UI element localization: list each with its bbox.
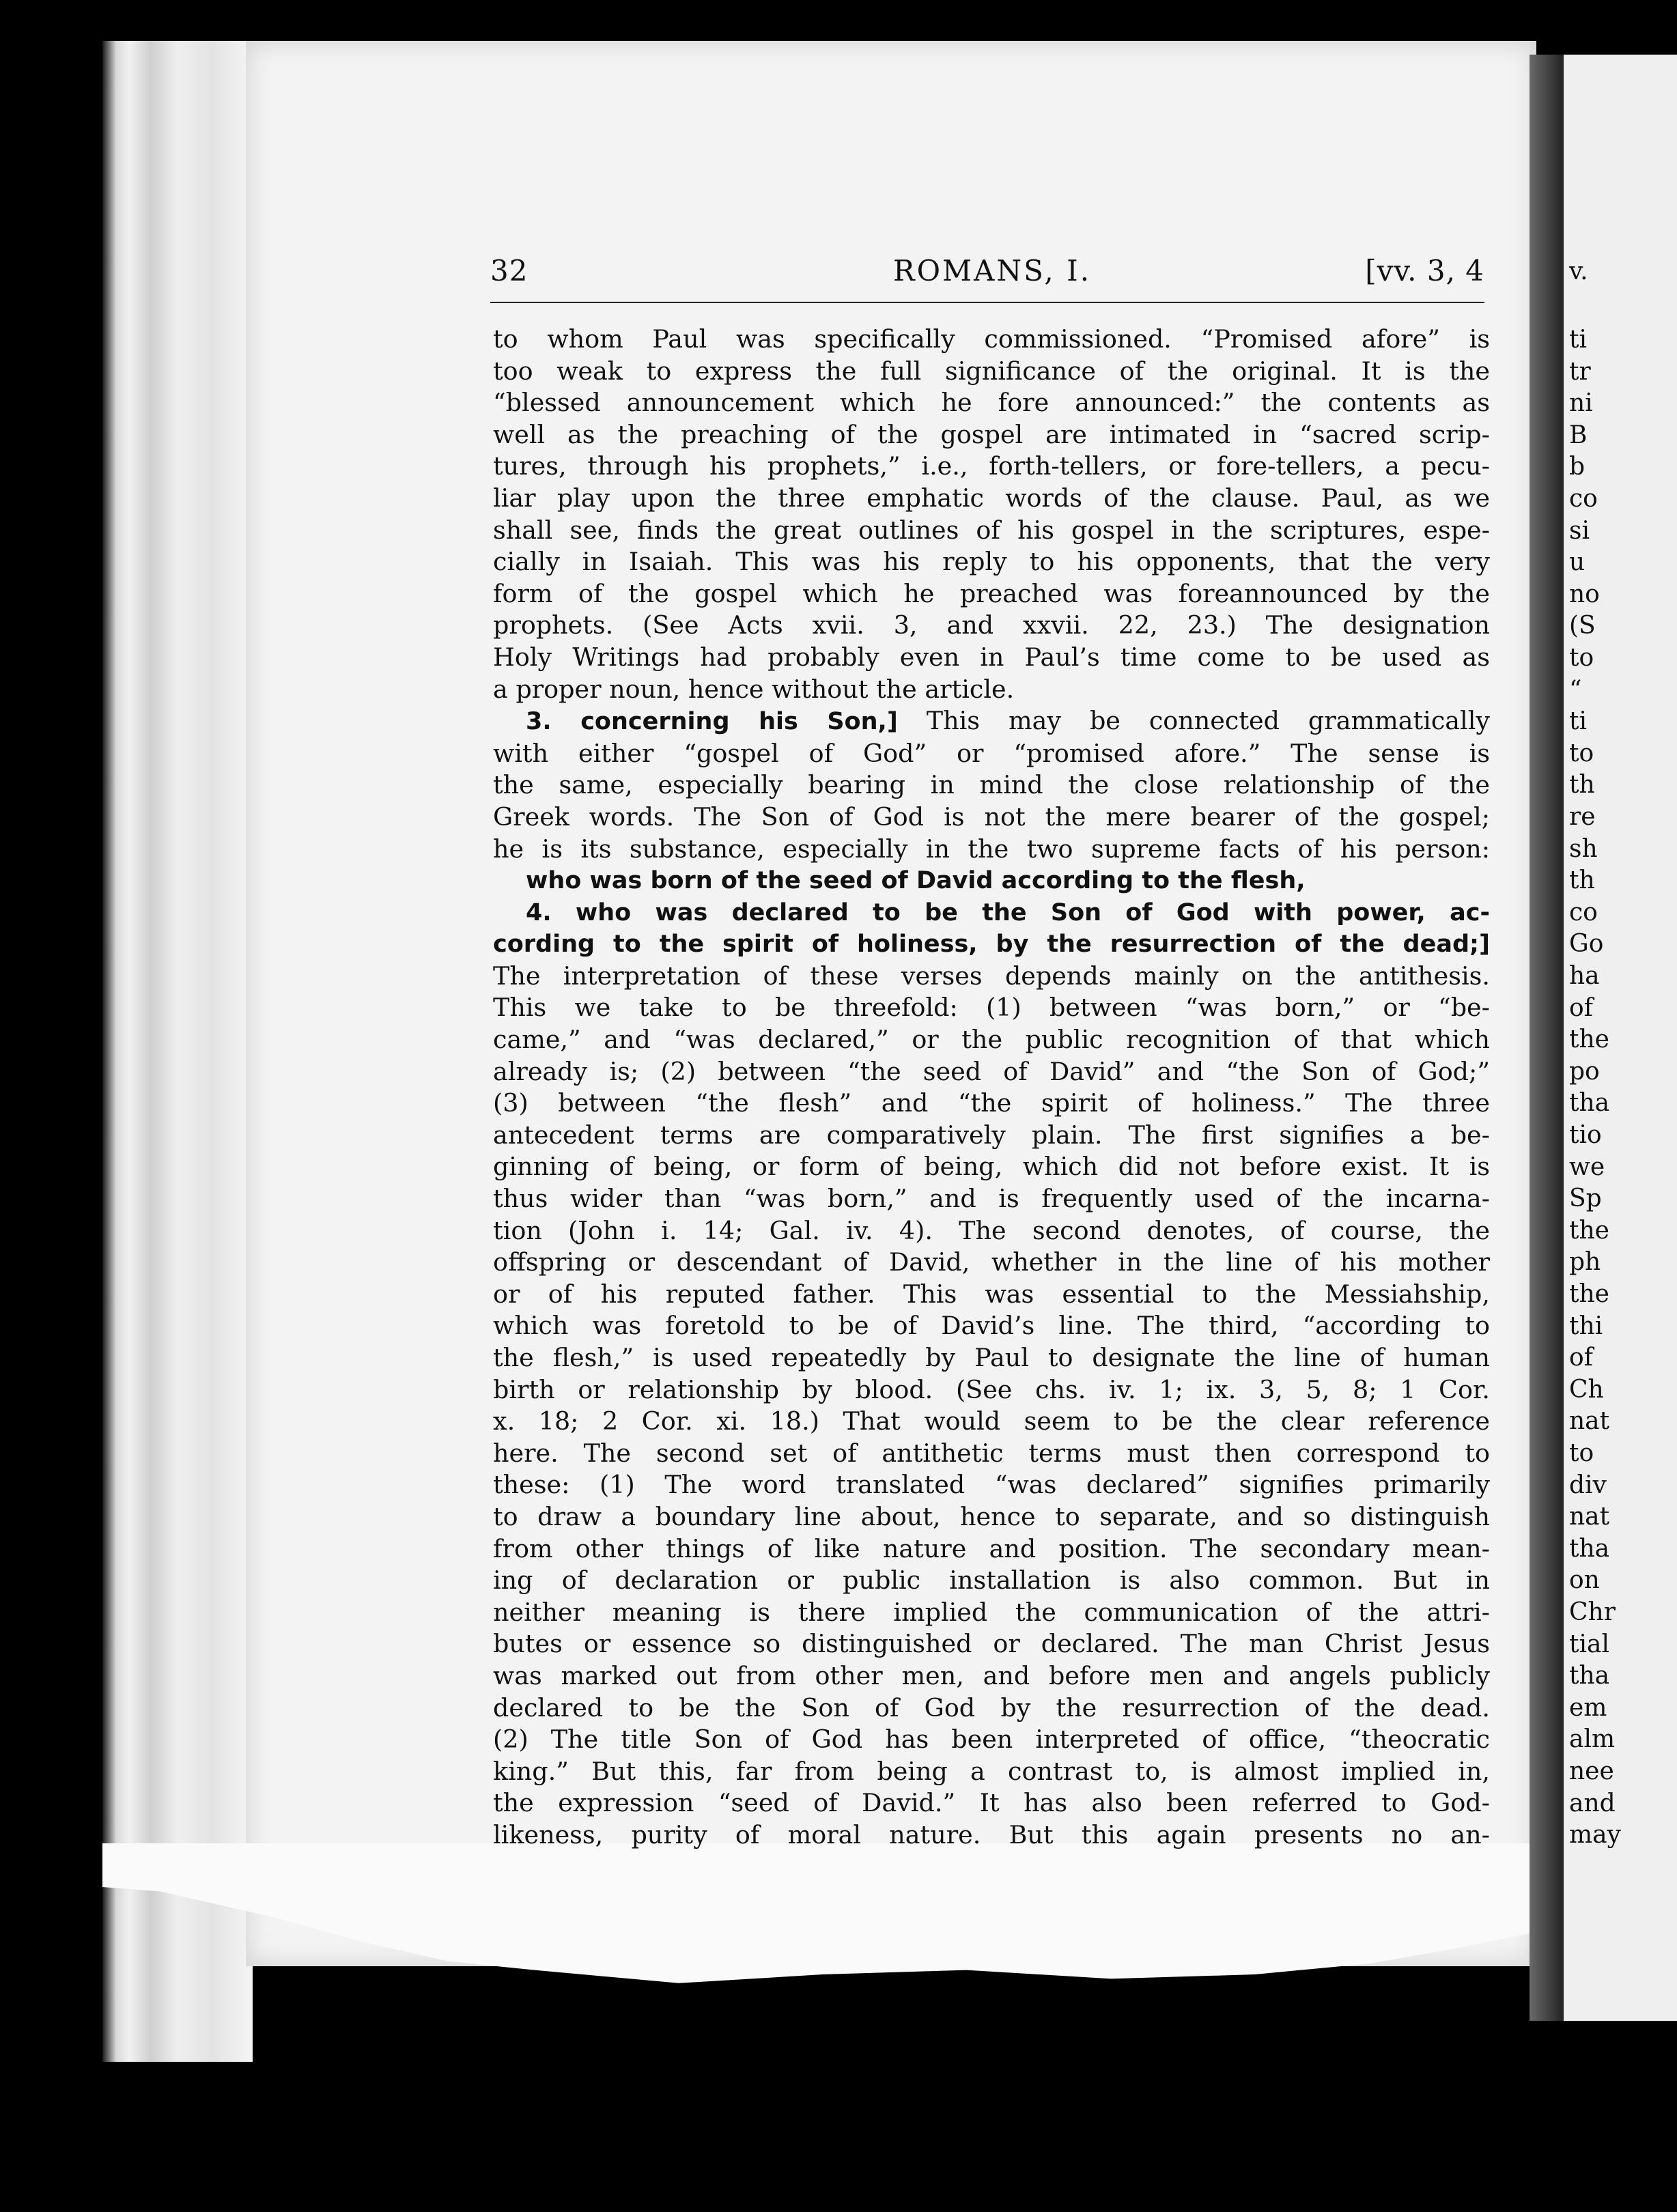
facing-page-text: b: [1569, 453, 1586, 481]
text-line: antecedent terms are comparatively plain. The first signifies a be-: [493, 1120, 1490, 1150]
text-line: the expression “seed of David.” It has also been referred to God-: [493, 1788, 1490, 1818]
text-line: thus wider than “was born,” and is frequently used of the incarna-: [493, 1184, 1490, 1214]
text-line: x. 18; 2 Cor. xi. 18.) That would seem to be the clear reference: [493, 1406, 1490, 1436]
facing-page-text: ni: [1569, 389, 1593, 418]
text-line: The interpretation of these verses depends mainly on the antithesis.: [493, 961, 1490, 991]
text-line: shall see, finds the great outlines of his gospel in the scriptures, espe-: [493, 515, 1490, 545]
book-page-edges: [102, 41, 253, 2062]
text-line: (2) The title Son of God has been interpreted of office, “theocratic: [493, 1725, 1490, 1755]
text-line: Greek words. The Son of God is not the mere bearer of the gospel;: [493, 802, 1490, 832]
text-line: tion (John i. 14; Gal. iv. 4). The second denotes, of course, the: [493, 1215, 1490, 1245]
facing-page-text: alm: [1569, 1725, 1616, 1754]
text-line: or of his reputed father. This was essential to the Messiahship,: [493, 1279, 1490, 1309]
text-line: with either “gospel of God” or “promised afore.” The sense is: [493, 738, 1490, 768]
text-line: too weak to express the full significance of the original. It is the: [493, 356, 1490, 386]
facing-page-text: “: [1569, 675, 1582, 704]
text-line: tures, through his prophets,” i.e., forth-tellers, or fore-tellers, a pecu-: [493, 451, 1490, 481]
facing-page-text: we: [1569, 1152, 1605, 1181]
text-line: 4. who was declared to be the Son of God with power, ac-: [526, 898, 1490, 926]
facing-page-text: em: [1569, 1693, 1607, 1722]
running-title: ROMANS, I.: [893, 254, 1092, 287]
text-line: This we take to be threefold: (1) between “was born,” or “be-: [493, 993, 1490, 1023]
facing-page-text: tha: [1569, 1662, 1610, 1690]
text-line: the same, especially bearing in mind the close relationship of the: [493, 770, 1490, 800]
text-line: which was foretold to be of David’s line. The third, “according to: [493, 1311, 1490, 1341]
facing-page-text: may: [1569, 1821, 1621, 1849]
facing-page-text: tha: [1569, 1534, 1610, 1563]
facing-page-text: th: [1569, 771, 1595, 799]
text-line: cially in Isaiah. This was his reply to his opponents, that the very: [493, 547, 1490, 577]
facing-page-text: the: [1569, 1216, 1609, 1245]
text-line: a proper noun, hence without the article.: [493, 674, 1015, 704]
facing-page-text: re: [1569, 803, 1596, 831]
facing-page-text: no: [1569, 580, 1600, 608]
facing-page-text: tr: [1569, 357, 1591, 386]
text-line: declared to be the Son of God by the resurrection of the dead.: [493, 1692, 1490, 1722]
text-line: likeness, purity of moral nature. But this again presents no an-: [493, 1819, 1490, 1849]
text-line: these: (1) The word translated “was declared” signifies primarily: [493, 1470, 1490, 1500]
facing-page-text: of: [1569, 993, 1593, 1022]
text-line: here. The second set of antithetic terms must then correspond to: [493, 1438, 1490, 1468]
text-line: cording to the spirit of holiness, by the resurrection of the dead;]: [493, 931, 1490, 959]
text-line: liar play upon the three emphatic words of the clause. Paul, as we: [493, 483, 1490, 513]
text-line: Holy Writings had probably even in Paul’s time come to be used as: [493, 642, 1490, 672]
facing-page-text: B: [1569, 421, 1588, 449]
text-line: he is its substance, especially in the two supreme facts of his person:: [493, 834, 1490, 864]
text-line: came,” and “was declared,” or the public recognition of that which: [493, 1025, 1490, 1055]
page-number: 32: [490, 254, 529, 287]
facing-page-text: si: [1569, 516, 1590, 545]
facing-page-text: ti: [1569, 707, 1587, 736]
facing-page-fragment: [1564, 55, 1677, 2021]
verse-range: [vv. 3, 4: [1365, 254, 1484, 287]
facing-page-text: to: [1569, 1439, 1594, 1467]
facing-page-text: thi: [1569, 1311, 1603, 1340]
gutter-shadow: [1530, 55, 1564, 2021]
commentary-text: [493, 324, 1490, 1852]
facing-page-text: tha: [1569, 1089, 1610, 1118]
facing-page-text: (S: [1569, 612, 1596, 640]
text-line: to draw a boundary line about, hence to separate, and so distinguish: [493, 1501, 1490, 1531]
text-line: offspring or descendant of David, whether in the line of his mother: [493, 1247, 1490, 1277]
facing-page-text: on: [1569, 1566, 1600, 1595]
facing-page-text: tial: [1569, 1630, 1609, 1658]
facing-page-text: ph: [1569, 1248, 1601, 1277]
facing-page-text: the: [1569, 1025, 1609, 1054]
facing-page-text: div: [1569, 1471, 1607, 1499]
facing-page-text: u: [1569, 548, 1586, 577]
facing-page-text: to: [1569, 644, 1594, 672]
facing-page-text: th: [1569, 866, 1595, 895]
text-line: 3. concerning his Son,] This may be connected grammatically: [526, 706, 1490, 736]
text-line: ing of declaration or public installation is also common. But in: [493, 1565, 1490, 1596]
text-line: king.” But this, far from being a contrast to, is almost implied in,: [493, 1756, 1490, 1786]
running-header: [490, 254, 1484, 295]
text-line: prophets. (See Acts xvii. 3, and xxvii. 22, 23.) The designation: [493, 610, 1490, 640]
facing-page-text: Go: [1569, 930, 1604, 959]
header-rule: [490, 302, 1484, 303]
facing-page-text: ha: [1569, 962, 1600, 990]
text-line: ginning of being, or form of being, which did not before exist. It is: [493, 1152, 1490, 1182]
facing-page-text: po: [1569, 1057, 1600, 1086]
text-line: already is; (2) between “the seed of David” and “the Son of God;”: [493, 1056, 1490, 1086]
text-line: birth or relationship by blood. (See chs. iv. 1; ix. 3, 5, 8; 1 Cor.: [493, 1374, 1490, 1404]
facing-page-text: co: [1569, 485, 1598, 513]
facing-page-text: co: [1569, 898, 1598, 926]
text-line: from other things of like nature and position. The secondary mean-: [493, 1533, 1490, 1563]
text-line: neither meaning is there implied the communication of the attri-: [493, 1597, 1490, 1627]
facing-page-text: Sp: [1569, 1185, 1602, 1213]
facing-page-text: of: [1569, 1344, 1593, 1372]
text-line: form of the gospel which he preached was foreannounced by the: [493, 578, 1490, 608]
facing-page-text: ti: [1569, 326, 1587, 354]
facing-page-text: tio: [1569, 1121, 1602, 1149]
facing-page-text: Ch: [1569, 1375, 1604, 1404]
text-line: well as the preaching of the gospel are intimated in “sacred scrip-: [493, 419, 1490, 449]
facing-page-text: nat: [1569, 1503, 1610, 1531]
facing-page-text: to: [1569, 739, 1594, 767]
facing-page-text: the: [1569, 1280, 1609, 1308]
facing-page-text: Chr: [1569, 1598, 1616, 1626]
facing-page-text: and: [1569, 1789, 1616, 1817]
text-line: “blessed announcement which he fore announced:” the contents as: [493, 388, 1490, 418]
facing-page-text: nee: [1569, 1757, 1614, 1785]
facing-page-text: v.: [1569, 257, 1588, 285]
text-line: butes or essence so distinguished or declared. The man Christ Jesus: [493, 1629, 1490, 1659]
text-line: to whom Paul was specifically commissioned. “Promised afore” is: [493, 324, 1490, 354]
text-line: (3) between “the flesh” and “the spirit of holiness.” The three: [493, 1088, 1490, 1118]
facing-page-text: nat: [1569, 1407, 1610, 1436]
text-line: the flesh,” is used repeatedly by Paul to designate the line of human: [493, 1343, 1490, 1372]
facing-page-text: sh: [1569, 834, 1598, 863]
text-line: who was born of the seed of David according to the flesh,: [526, 867, 1306, 895]
text-line: was marked out from other men, and before men and angels publicly: [493, 1660, 1490, 1690]
